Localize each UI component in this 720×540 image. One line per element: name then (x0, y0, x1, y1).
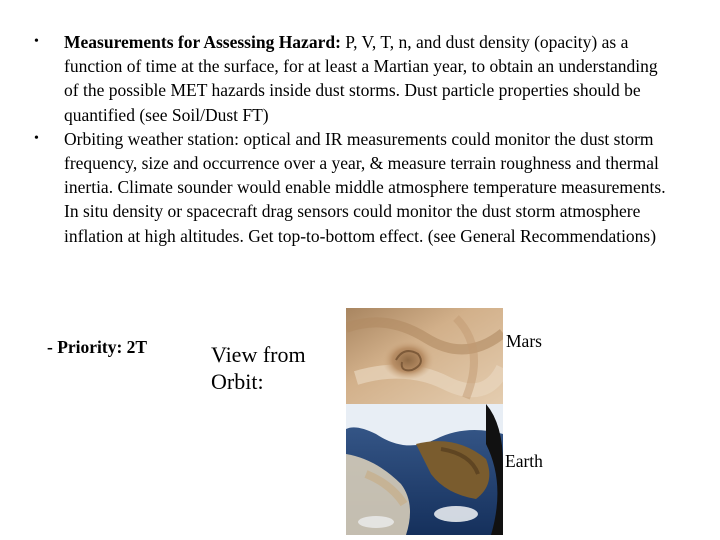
mars-label: Mars (506, 331, 542, 351)
orbit-caption: View from Orbit: (211, 342, 306, 394)
mars-dust-storm-photo (346, 308, 503, 404)
earth-label: Earth (505, 451, 543, 471)
bullet-text: P, V, T, n, and dust density (opacity) as a function of time at the surface, for at least a Martian year, to obtain an understanding of the possible MET hazards inside dust storms. Dust particle properties should be quantified (see Soil/Dust FT) (64, 32, 658, 125)
bullet-heading: Measurements for Assessing Hazard: (64, 32, 341, 52)
bullet-icon: • (34, 130, 39, 146)
earth-dust-storm-photo (346, 404, 503, 535)
priority-label: - Priority: 2T (47, 337, 148, 357)
bullet-text: Orbiting weather station: optical and IR measurements could monitor the dust storm frequency, size and occurrence over a year, & measure terrain roughness and thermal inertia. Climate sounder would enable middle atmosphere temperature measurements. In situ density or spacecraft drag sensors could monitor the dust storm atmosphere inflation at high altitudes. Get top-to-bottom effect. (see General Recommendations) (64, 128, 666, 246)
bullet-item-orbiting-station (34, 127, 674, 248)
bullet-item-hazard-measurements (34, 30, 674, 127)
bullet-list (34, 30, 674, 248)
bullet-icon: • (34, 34, 39, 49)
